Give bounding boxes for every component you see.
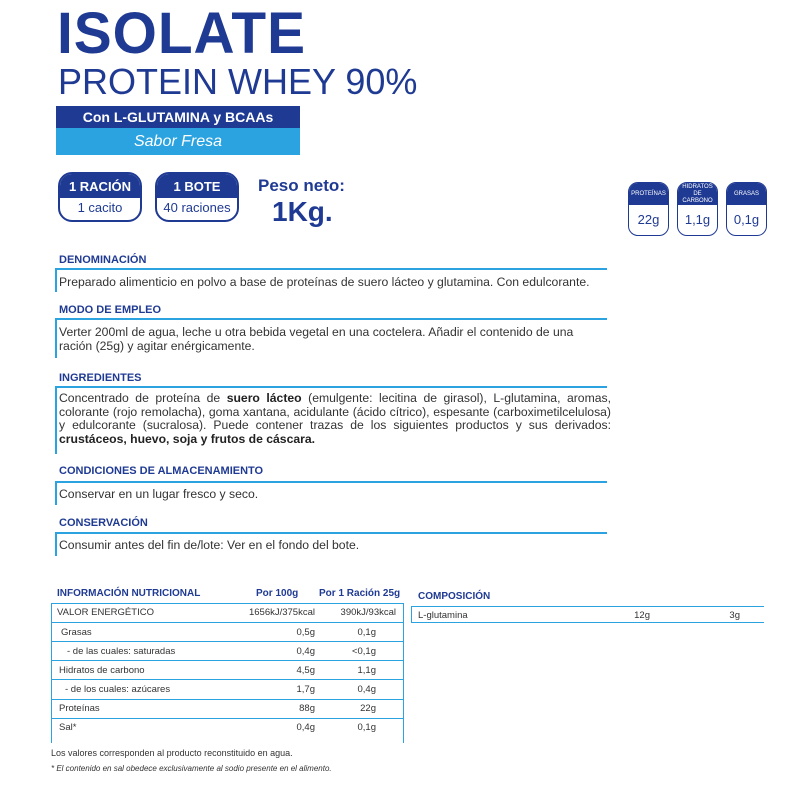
text-line: Verter 200ml de agua, leche u otra bebida vegetal en una coctelera. Añadir el contenido de una	[59, 325, 574, 339]
table-divider	[51, 603, 403, 604]
table-cell: 22g	[360, 703, 376, 714]
net-weight-label: Peso neto:	[258, 176, 345, 195]
table-cell: <0,1g	[351, 646, 376, 657]
table-row-label: Sal*	[59, 722, 77, 733]
nutrition-note: Los valores corresponden al producto reconstituido en agua.	[51, 748, 293, 758]
section-divider	[55, 532, 607, 534]
net-weight-value: 1Kg.	[272, 196, 333, 227]
section-bracket	[55, 386, 57, 454]
section-divider	[55, 268, 607, 270]
serving-label: 1 RACIÓN	[60, 174, 140, 198]
macro-value: 0,1g	[733, 212, 760, 227]
table-cell: 1,1g	[357, 665, 376, 676]
macro-value: 1,1g	[684, 212, 711, 227]
section-divider	[55, 386, 607, 388]
table-divider	[51, 679, 403, 680]
section-title-conservacion: CONSERVACIÓN	[59, 517, 148, 529]
macro-badge-protein	[628, 182, 669, 236]
macro-label: PROTEÍNAS	[629, 183, 668, 205]
table-divider	[411, 622, 764, 623]
macro-badge-fat	[726, 182, 767, 236]
table-border	[411, 606, 412, 622]
table-cell: 88g	[299, 703, 315, 714]
table-cell: 0,5g	[296, 627, 315, 638]
allergen-highlight: suero lácteo	[226, 391, 302, 405]
serving-value: 1 cacito	[77, 200, 123, 215]
table-divider	[51, 699, 403, 700]
section-bracket	[55, 318, 57, 358]
container-label: 1 BOTE	[157, 174, 237, 198]
section-title-denominacion: DENOMINACIÓN	[59, 254, 147, 266]
table-border	[51, 603, 52, 743]
table-row-label: VALOR ENERGÉTICO	[57, 607, 154, 618]
table-divider	[51, 622, 403, 623]
table-cell: 0,4g	[296, 646, 315, 657]
table-row-label: - de los cuales: azúcares	[65, 684, 171, 695]
table-divider	[51, 641, 403, 642]
container-value: 40 raciones	[163, 200, 231, 215]
macro-label: HIDRATOS DE CARBONO	[678, 183, 717, 205]
section-divider	[55, 318, 607, 320]
text-fragment: Concentrado de proteína de	[59, 391, 227, 405]
table-divider	[411, 606, 764, 607]
table-row-label: Proteínas	[59, 703, 100, 714]
table-row-label: Grasas	[61, 627, 92, 638]
table-row-label: Hidratos de carbono	[59, 665, 145, 676]
section-title-almacenamiento: CONDICIONES DE ALMACENAMIENTO	[59, 465, 264, 477]
nutrition-col-100g: Por 100g	[256, 588, 299, 599]
glutamine-banner: Con L-GLUTAMINA y BCAAs	[56, 106, 300, 128]
section-title-ingredientes: INGREDIENTES	[59, 372, 142, 384]
section-bracket	[55, 268, 57, 292]
table-cell: 0,4g	[296, 722, 315, 733]
text-fragment: (emulgente: lecitina de girasol), L-glutamina, aromas, colorante (rojo remolacha), goma xantana, acidulante (ácido cítrico), espesante (carboximetilcelulosa) y edulcorante (sucralosa). Puede contener trazas de los siguientes productos y sus derivados:	[59, 391, 611, 432]
table-cell: 1,7g	[296, 684, 315, 695]
table-row-label: L-glutamina	[418, 610, 468, 621]
section-text-almacenamiento: Conservar en un lugar fresco y seco.	[59, 487, 259, 501]
nutrition-title: INFORMACIÓN NUTRICIONAL	[57, 588, 201, 599]
serving-badge	[58, 172, 142, 222]
product-subtitle: PROTEIN WHEY 90%	[58, 61, 418, 102]
section-text-modo	[59, 326, 611, 353]
table-cell: 0,1g	[357, 627, 376, 638]
table-row-label: - de las cuales: saturadas	[67, 646, 176, 657]
section-text-ingredientes	[59, 392, 611, 446]
macro-value: 22g	[637, 212, 660, 227]
table-cell: 1656kJ/375kcal	[248, 607, 315, 618]
macro-badge-carbs	[677, 182, 718, 236]
section-bracket	[55, 481, 57, 505]
flavor-banner: Sabor Fresa	[56, 128, 300, 155]
table-cell: 390kJ/93kcal	[340, 607, 396, 618]
text-line: ración (25g) y agitar enérgicamente.	[59, 338, 255, 353]
section-text-denominacion: Preparado alimenticio en polvo a base de proteínas de suero lácteo y glutamina. Con edulcorante.	[59, 275, 590, 289]
nutrition-col-serving: Por 1 Ración 25g	[319, 588, 401, 599]
table-cell: 0,4g	[357, 684, 376, 695]
table-cell: 4,5g	[296, 665, 315, 676]
container-badge	[155, 172, 239, 222]
table-divider	[51, 660, 403, 661]
table-border	[403, 603, 404, 743]
section-bracket	[55, 532, 57, 556]
macro-label: GRASAS	[727, 183, 766, 205]
composition-title: COMPOSICIÓN	[418, 591, 491, 602]
allergen-highlight: crustáceos, huevo, soja y frutos de cáscara.	[59, 431, 316, 446]
table-cell: 12g	[634, 610, 650, 621]
table-cell: 3g	[729, 610, 740, 621]
section-text-conservacion: Consumir antes del fin de/lote: Ver en el fondo del bote.	[59, 538, 360, 552]
section-divider	[55, 481, 607, 483]
table-cell: 0,1g	[357, 722, 376, 733]
salt-footnote: * El contenido en sal obedece exclusivamente al sodio presente en el alimento.	[51, 764, 332, 773]
section-title-modo: MODO DE EMPLEO	[59, 304, 162, 316]
product-title: ISOLATE	[57, 1, 306, 66]
table-divider	[51, 718, 403, 719]
